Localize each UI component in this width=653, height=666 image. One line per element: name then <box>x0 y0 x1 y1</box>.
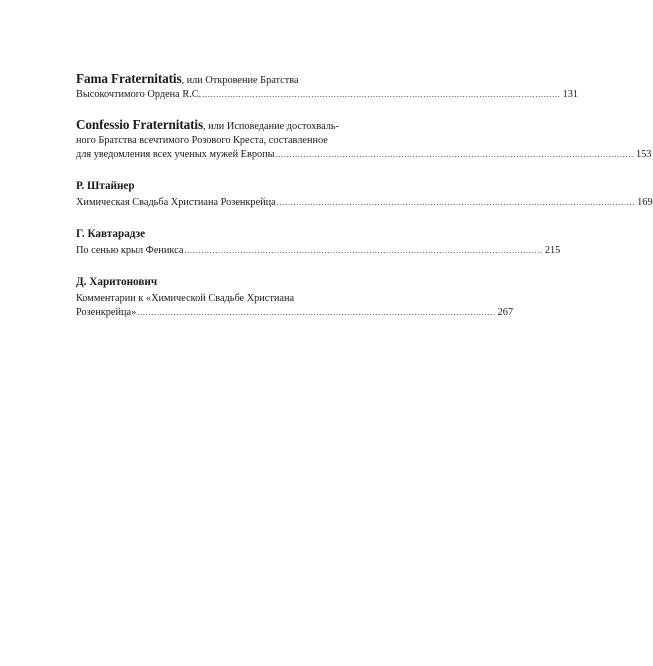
toc-entry-fama <box>76 71 579 102</box>
kavtaradze-line1: По сенью крыл Феникса <box>76 245 184 256</box>
kavtaradze-leader-line <box>76 244 561 258</box>
kharitonovich-line1: Комментарии к «Химической Свадьбе Христиана <box>76 293 295 304</box>
kharitonovich-leader-line <box>76 306 514 320</box>
dot-leader: ................................................................................................................................ <box>275 150 634 159</box>
kharitonovich-author: Д. Харитонович <box>76 276 158 288</box>
dot-leader: ................................................................................................................................ <box>137 308 496 317</box>
kharitonovich-page-number: 267 <box>497 307 514 318</box>
fama-page-number: 131 <box>562 89 579 100</box>
steiner-leader-line <box>76 196 653 210</box>
kavtaradze-author: Г. Кавтарадзе <box>76 228 146 240</box>
fama-line2: Высокочтимого Ордена R.C. <box>76 89 202 100</box>
confessio-page-number: 153 <box>635 149 652 160</box>
confessio-line2: ного Братства всечтимого Розового Креста, составленное <box>76 135 328 146</box>
toc-entry-steiner <box>76 179 653 210</box>
confessio-title-line <box>76 118 344 134</box>
fama-title-rest: , или Откровение Братства <box>181 75 299 86</box>
toc-entry-confessio <box>76 117 652 162</box>
steiner-line1: Химическая Свадьба Христиана Розенкрейца <box>76 197 276 208</box>
table-of-contents <box>76 71 653 320</box>
steiner-page-number: 169 <box>637 197 653 208</box>
toc-entry-kharitonovich <box>76 275 514 320</box>
kavtaradze-page-number: 215 <box>544 245 561 256</box>
confessio-line3: для уведомления всех ученых мужей Европы <box>76 149 275 160</box>
confessio-title: Confessio Fraternitatis <box>76 117 203 132</box>
dot-leader: ................................................................................................................................ <box>202 90 561 99</box>
confessio-leader-line <box>76 148 652 162</box>
kharitonovich-line2: Розенкрейца» <box>76 307 137 318</box>
dot-leader: ................................................................................................................................ <box>184 246 543 255</box>
fama-leader-line <box>76 88 579 102</box>
fama-title: Fama Fraternitatis <box>76 71 182 86</box>
steiner-author: Р. Штайнер <box>76 180 135 192</box>
fama-title-line <box>76 72 344 88</box>
toc-entry-kavtaradze <box>76 227 561 258</box>
confessio-title-rest: , или Исповедание достохваль- <box>203 121 340 132</box>
dot-leader: ................................................................................................................................ <box>276 198 636 207</box>
